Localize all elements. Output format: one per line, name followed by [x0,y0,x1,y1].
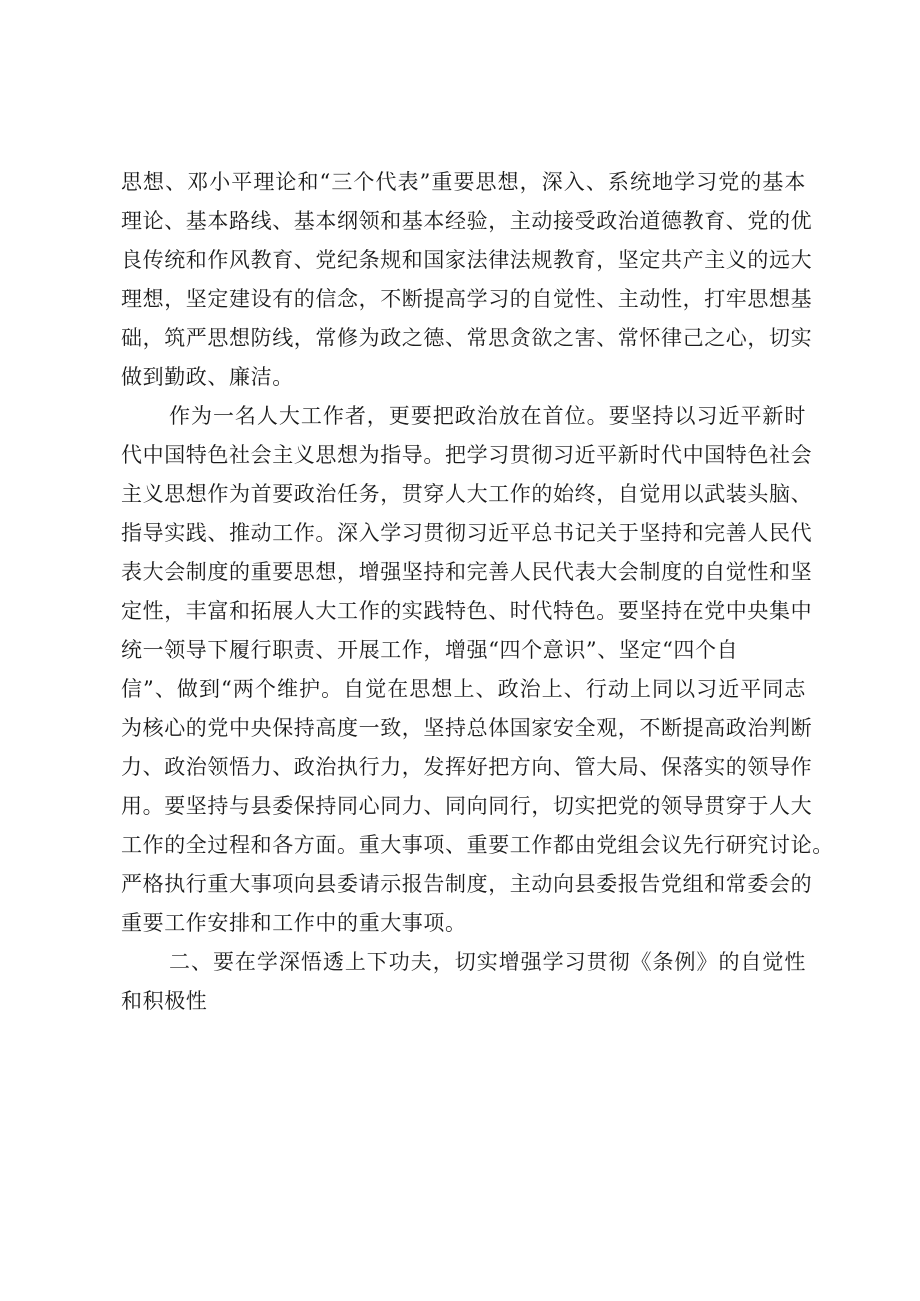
text-line: 主义思想作为首要政治任务，贯穿人大工作的始终，自觉用以武装头脑、 [121,482,813,506]
text-line: 础，筑严思想防线，常修为政之德、常思贪欲之害、常怀律己之心，切实 [121,326,813,350]
paragraph-p1 [121,163,813,397]
text-line: 定性，丰富和拓展人大工作的实践特色、时代特色。要坚持在党中央集中 [121,599,813,623]
text-line: 指导实践、推动工作。深入学习贯彻习近平总书记关于坚持和完善人民代 [121,521,813,545]
document-body [121,163,834,1021]
text-line: 严格执行重大事项向县委请示报告制度，主动向县委报告党组和常委会的 [121,872,813,896]
paragraph-p2 [121,397,834,943]
text-line: 理论、基本路线、基本纲领和基本经验，主动接受政治道德教育、党的优 [121,209,813,233]
text-line: 代中国特色社会主义思想为指导。把学习贯彻习近平新时代中国特色社会 [121,443,813,467]
text-line: 二、要在学深悟透上下功夫，切实增强学习贯彻《条例》的自觉性 [169,950,806,974]
text-line: 做到勤政、廉洁。 [121,365,294,389]
text-line: 思想、邓小平理论和“三个代表”重要思想，深入、系统地学习党的基本 [121,170,806,194]
text-line: 重要工作安排和工作中的重大事项。 [121,911,467,935]
text-line: 用。要坚持与县委保持同心同力、同向同行，切实把党的领导贯穿于人大 [121,794,813,818]
text-line: 信”、做到“两个维护。自觉在思想上、政治上、行动上同以习近平同志 [121,677,806,701]
paragraph-p3 [121,943,806,1021]
text-line: 和积极性 [121,989,208,1013]
text-line: 工作的全过程和各方面。重大事项、重要工作都由党组会议先行研究讨论。 [121,833,834,857]
text-line: 作为一名人大工作者，更要把政治放在首位。要坚持以习近平新时 [169,404,806,428]
text-line: 表大会制度的重要思想，增强坚持和完善人民代表大会制度的自觉性和坚 [121,560,813,584]
text-line: 良传统和作风教育、党纪条规和国家法律法规教育，坚定共产主义的远大 [121,248,813,272]
text-line: 力、政治领悟力、政治执行力，发挥好把方向、管大局、保落实的领导作 [121,755,813,779]
text-line: 理想，坚定建设有的信念，不断提高学习的自觉性、主动性，打牢思想基 [121,287,813,311]
text-line: 统一领导下履行职责、开展工作，增强“四个意识”、坚定“四个自 [121,638,739,662]
text-line: 为核心的党中央保持高度一致，坚持总体国家安全观，不断提高政治判断 [121,716,813,740]
